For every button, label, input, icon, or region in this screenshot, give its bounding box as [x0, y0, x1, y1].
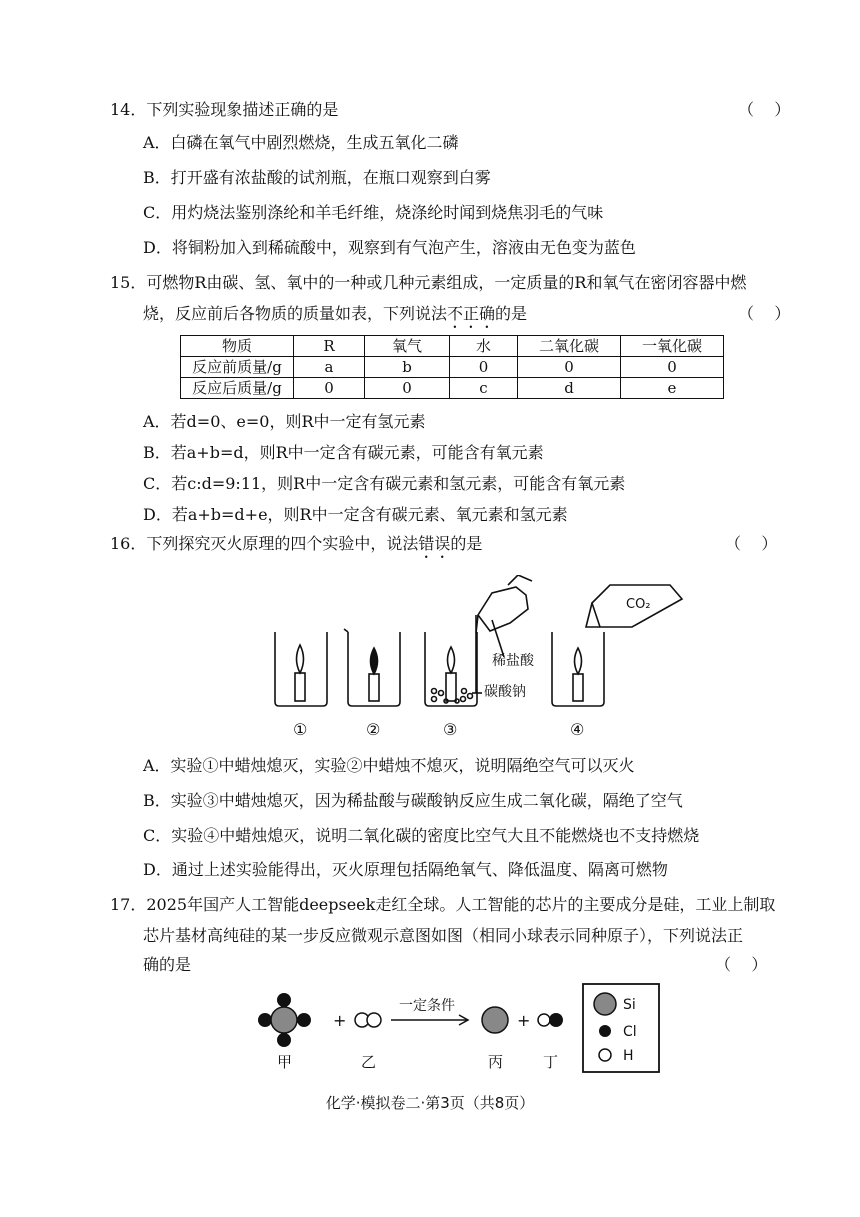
q17-reaction-diagram — [255, 982, 675, 1077]
sodium-carbonate-label: 碳酸钠 — [484, 684, 526, 700]
label-yi: 乙 — [361, 1053, 377, 1071]
q16-option-d: D．通过上述实验能得出，灭火原理包括隔绝氧气、降低温度、隔离可燃物 — [143, 860, 668, 879]
q14-stem: 14．下列实验现象描述正确的是 — [110, 100, 339, 119]
table-cell: d — [518, 378, 621, 399]
q16-option-b: B．实验③中蜡烛熄灭，因为稀盐酸与碳酸钠反应生成二氧化碳，隔绝了空气 — [143, 791, 683, 810]
q15-stem-line1: 15．可燃物R由碳、氢、氧中的一种或几种元素组成，一定质量的R和氧气在密闭容器中燃 — [110, 273, 747, 292]
beaker-4-icon — [552, 632, 604, 706]
q16-candle-experiment-figure — [260, 575, 700, 745]
table-header-cell: 一氧化碳 — [621, 336, 724, 357]
q15-emph-text: 不正确 — [447, 304, 496, 323]
plus-sign: + — [333, 1011, 347, 1030]
molecule-bing-icon — [482, 1007, 508, 1033]
q15-answer-blank: （ ） — [738, 304, 791, 323]
label-ding: 丁 — [543, 1053, 559, 1071]
experiment-number-3: ③ — [443, 720, 458, 739]
table-cell: a — [294, 357, 365, 378]
q15-stem-post: 的是 — [495, 304, 528, 323]
q16-stem-emphasis: 错误 — [418, 534, 451, 553]
q14-option-d: D．将铜粉加入到稀硫酸中，观察到有气泡产生，溶液由无色变为蓝色 — [143, 238, 636, 257]
table-cell: 反应前质量/g — [181, 357, 294, 378]
q16-stem — [110, 534, 482, 562]
q15-stem-pre: 烧，反应前后各物质的质量如表，下列说法 — [143, 304, 448, 323]
table-header-cell: 二氧化碳 — [518, 336, 621, 357]
co2-label: CO₂ — [626, 597, 651, 612]
table-cell: e — [621, 378, 724, 399]
q15-mass-table — [180, 335, 724, 399]
table-cell: 反应后质量/g — [181, 378, 294, 399]
table-cell: 0 — [294, 378, 365, 399]
atom-legend-box — [583, 984, 659, 1072]
q17-stem-line3: 确的是 — [143, 955, 192, 974]
table-row — [181, 357, 724, 378]
q16-option-a: A．实验①中蜡烛熄灭，实验②中蜡烛不熄灭，说明隔绝空气可以灭火 — [143, 756, 635, 775]
molecule-yi-icon — [355, 1013, 381, 1027]
q15-option-c: C．若c:d=9:11，则R中一定含有碳元素和氢元素，可能含有氧元素 — [143, 474, 626, 493]
q16-option-c: C．实验④中蜡烛熄灭，说明二氧化碳的密度比空气大且不能燃烧也不支持燃烧 — [143, 826, 700, 845]
reaction-arrow-icon — [391, 1015, 468, 1025]
page-footer: 化学·模拟卷二·第3页（共8页） — [325, 1094, 535, 1112]
q14-option-b: B．打开盛有浓盐酸的试剂瓶，在瓶口观察到白雾 — [143, 168, 491, 187]
table-cell: c — [450, 378, 518, 399]
molecule-ding-icon — [538, 1013, 563, 1027]
beaker-3-icon — [425, 632, 482, 706]
q17-answer-blank: （ ） — [715, 955, 768, 974]
experiment-number-1: ① — [293, 720, 308, 739]
q14-answer-blank: （ ） — [738, 100, 791, 119]
table-header-cell: 水 — [450, 336, 518, 357]
experiment-number-4: ④ — [570, 720, 585, 739]
reaction-condition: 一定条件 — [399, 998, 455, 1014]
table-row — [181, 378, 724, 399]
dilute-hcl-label: 稀盐酸 — [492, 653, 534, 669]
q17-stem-line2: 芯片基材高纯硅的某一步反应微观示意图如图（相同小球表示同种原子），下列说法正 — [143, 926, 744, 945]
experiment-number-2: ② — [366, 720, 381, 739]
q15-option-a: A．若d=0、e=0，则R中一定有氢元素 — [143, 412, 426, 431]
legend-h: H — [623, 1048, 634, 1064]
q14-option-a: A．白磷在氧气中剧烈燃烧，生成五氧化二磷 — [143, 133, 459, 152]
q15-stem-line2 — [143, 304, 527, 332]
table-cell: 0 — [621, 357, 724, 378]
beaker-1-icon — [275, 632, 327, 706]
acid-bottle-icon — [476, 575, 532, 693]
table-header-row — [181, 336, 724, 357]
plus-sign-2: + — [517, 1011, 531, 1030]
molecule-jia-icon — [258, 993, 311, 1047]
label-bing: 丙 — [488, 1053, 504, 1071]
q15-option-b: B．若a+b=d，则R中一定含有碳元素，可能含有氧元素 — [143, 443, 544, 462]
table-cell: 0 — [365, 378, 450, 399]
q15-stem-emphasis — [447, 304, 495, 323]
table-header-cell: 氧气 — [365, 336, 450, 357]
q16-stem-post: 的是 — [450, 534, 483, 553]
table-cell: b — [365, 357, 450, 378]
beaker-2-icon — [344, 629, 400, 706]
legend-si: Si — [623, 997, 636, 1013]
table-cell: 0 — [518, 357, 621, 378]
table-header-cell: R — [294, 336, 365, 357]
table-header-cell: 物质 — [181, 336, 294, 357]
q14-option-c: C．用灼烧法鉴别涤纶和羊毛纤维，烧涤纶时闻到烧焦羽毛的气味 — [143, 203, 604, 222]
legend-cl: Cl — [623, 1024, 637, 1040]
q16-answer-blank: （ ） — [725, 534, 778, 553]
table-cell: 0 — [450, 357, 518, 378]
q17-stem-line1: 17．2025年国产人工智能deepseek走红全球。人工智能的芯片的主要成分是硅，工业上制取 — [110, 895, 776, 914]
q16-stem-pre: 16．下列探究灭火原理的四个实验中，说法 — [110, 534, 419, 553]
q15-option-d: D．若a+b=d+e，则R中一定含有碳元素、氧元素和氢元素 — [143, 505, 568, 524]
label-jia: 甲 — [277, 1053, 293, 1071]
